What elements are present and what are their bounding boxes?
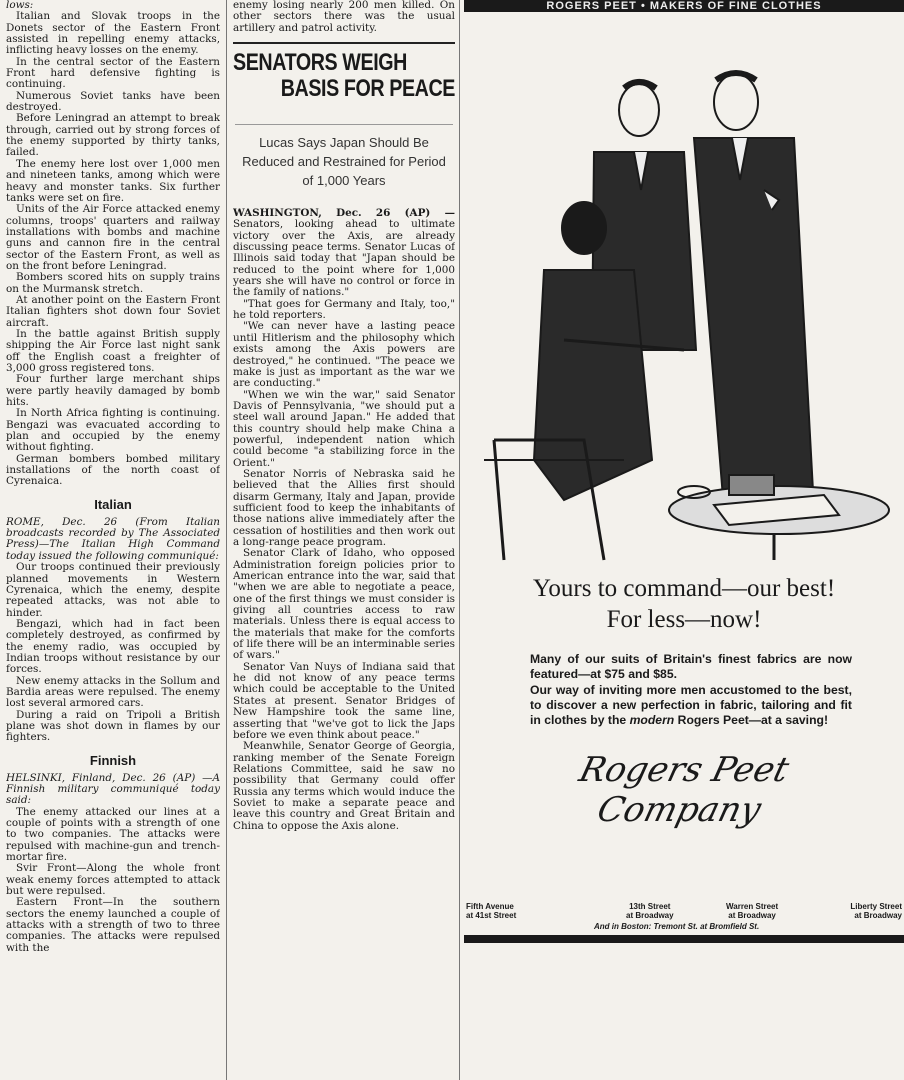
paragraph: "When we win the war," said Senator Davis of Pennsylvania, "we should put a steel wall around Japan." He added that this country should help make China a powerful, independent nation which could become "a stabilizing force in the Orient." (233, 388, 455, 469)
paragraph: Bombers scored hits on supply trains on the Murmansk stretch. (6, 271, 220, 295)
rogers-peet-signature: Rogers Peet Company (575, 750, 793, 830)
paragraph: "That goes for Germany and Italy, too," he told reporters. (233, 297, 455, 322)
article-dateline: WASHINGTON, Dec. 26 (AP) — (233, 207, 455, 220)
woman-head (562, 202, 606, 254)
paragraph: At another point on the Eastern Front Italian fighters shot down four Soviet aircraft. (6, 293, 220, 329)
store-address: Liberty Street at Broadway (850, 902, 902, 920)
finnish-dateline: HELSINKI, Finland, Dec. 26 (AP) —A Finnish military communiqué today said: (6, 771, 220, 807)
subheadline-deck: Lucas Says Japan Should Be Reduced and Restrained for Period of 1,000 Years (235, 124, 453, 190)
man-suit-right (694, 138, 814, 510)
senators-article (233, 0, 455, 1080)
ad-body-copy (530, 652, 852, 728)
headline-line-1: SENATORS WEIGH (233, 49, 407, 77)
paragraph: German bombers bombed military installations of the north coast of Cyrenaica. (6, 452, 220, 488)
ad-illustration (474, 40, 894, 570)
man-head (619, 84, 659, 136)
paragraph: Four further large merchant ships were partly heavily damaged by bomb hits. (6, 373, 220, 409)
store-address: Fifth Avenue at 41st Street (466, 902, 517, 920)
store-address: 13th Street at Broadway (626, 902, 674, 920)
ad-bottom-rule (464, 935, 904, 943)
man-head (714, 74, 758, 130)
column-rule (226, 0, 227, 1080)
slogan-line-2: For less—now! (606, 606, 762, 633)
paragraph: New enemy attacks in the Sollum and Bardia areas were repulsed. The enemy lost several armored cars. (6, 674, 220, 710)
paragraph: Eastern Front—In the southern sectors the enemy launched a couple of attacks with a strength of two to three companies. The attacks were repulsed with the (6, 896, 220, 954)
boston-address: And in Boston: Tremont St. at Bromfield St. (594, 922, 760, 931)
paragraph: Bengazi, which had in fact been completely destroyed, as confirmed by the enemy radio, was occupied by Indian troops without resistance by our forces. (6, 617, 220, 676)
paragraph: Svir Front—Along the whole front weak enemy forces attempted to attack but were repulsed. (6, 862, 220, 898)
continued-fragment: enemy losing nearly 200 men killed. On other sectors there was the usual artillery and patrol activity. (233, 0, 455, 34)
italian-communique (6, 562, 220, 744)
paragraph: Senator Van Nuys of Indiana said that he did not know of any peace terms which could be acceptable to the United States at present. Senator Bridges of New Hampshire took the same line, asserting that "we've got to lick the Japs before we even think about peace." (233, 660, 455, 741)
paragraph: In the battle against British supply shipping the Air Force last night sank off the English coast a freighter of 3,000 gross registered tons. (6, 327, 220, 374)
paragraph: Italian and Slovak troops in the Donets sector of the Eastern Front assisted in repelling enemy attacks, inflicting heavy losses on the enemy. (6, 10, 220, 57)
continued-fragment: lows: (6, 0, 34, 11)
ad-banner: ROGERS PEET • MAKERS OF FINE CLOTHES (464, 0, 904, 12)
paragraph: The enemy here lost over 1,000 men and nineteen tanks, among which were heavy and monster tanks. Six further tanks were set on fire. (6, 157, 220, 204)
paragraph: In the central sector of the Eastern Front hard defensive fighting is continuing. (6, 55, 220, 91)
paragraph: Senator Clark of Idaho, who opposed Administration foreign policies prior to American entrance into the war, said that "when we are able to negotiate a peace, one of the first things we must consider is giving all countries access to raw materials. Unless there is equal access to the materials that make for the comforts of life there will be an interminable series of wars." (233, 547, 455, 662)
paragraph: Before Leningrad an attempt to break through, carried out by strong forces of the enemy supported by thirty tanks, failed. (6, 112, 220, 159)
finnish-subhead: Finnish (89, 752, 137, 768)
italian-subhead: Italian (94, 496, 132, 512)
ad-offer: Many of our suits of Britain's finest fabrics are now featured—at $75 and $85. (530, 652, 852, 682)
paragraph: Units of the Air Force attacked enemy columns, troops' quarters and railway installations with bombs and machine guns and cannon fire in the central sector of the Eastern Front, as well as on the front before Leningrad. (6, 203, 220, 272)
column-rule (459, 0, 460, 1080)
communique-column (6, 0, 220, 1080)
paragraph: "We can never have a lasting peace until Hitlerism and the philosophy which exists among the Axis powers are destroyed," he continued. "The peace we make is just as important as the war we are conducting." (233, 320, 455, 390)
german-communique (6, 11, 220, 487)
ad-invitation: Our way of inviting more men accustomed to the best, to discover a new perfection in fabric, tailoring and fit in clothes by the modern Rogers Peet—at a saving! (530, 682, 852, 728)
article-body (233, 299, 455, 832)
italian-dateline: ROME, Dec. 26 (From Italian broadcasts recorded by The Associated Press)—The Italian High Command today issued the following communiqué: (6, 515, 220, 562)
store-address: Warren Street at Broadway (726, 902, 779, 920)
paragraph: In North Africa fighting is continuing. Bengazi was evacuated according to plan and occupied by the enemy without fighting. (6, 407, 220, 454)
paragraph: Meanwhile, Senator George of Georgia, ranking member of the Senate Foreign Relations Committee, said he saw no possibility that Germany could offer Russia any terms which would induce the Soviet to make a separate peace and leave this country and Great Britain and China to oppose the Axis alone. (233, 740, 455, 832)
paragraph: Numerous Soviet tanks have been destroyed. (6, 89, 220, 114)
article-lead (233, 208, 455, 299)
headline (233, 42, 455, 102)
headline-line-2: BASIS FOR PEACE (280, 75, 455, 103)
paragraph: The enemy attacked our lines at a couple of points with a strength of one to two companies. The attacks were repulsed with machine-gun and trench-mortar fire. (6, 805, 220, 864)
paragraph: During a raid on Tripoli a British plane was shot down in flames by our fighters. (6, 708, 220, 744)
paragraph: Senator Norris of Nebraska said he believed that the Allies first should disarm Germany, Italy and Japan, provide sufficient food to keep the inhabitants of those nations alive immediately after the cessation of hostilities and then work out a long-range peace program. (233, 467, 455, 548)
lead-text: Senators, looking ahead to ultimate victory over the Axis, are already discussing peace terms. Senator Lucas of Illinois said today that "Japan should be reduced to the point where for 1,000 years she will have no control or force in the family of nations." (233, 218, 455, 299)
slogan-line-1: Yours to command—our best! (532, 575, 836, 602)
woman-dress (534, 270, 652, 500)
finnish-communique (6, 807, 220, 954)
rogers-peet-advertisement (464, 0, 904, 950)
paragraph: Our troops continued their previously planned movements in Western Cyrenaica, which the enemy, despite repeated attacks, was not able to hinder. (6, 561, 220, 619)
